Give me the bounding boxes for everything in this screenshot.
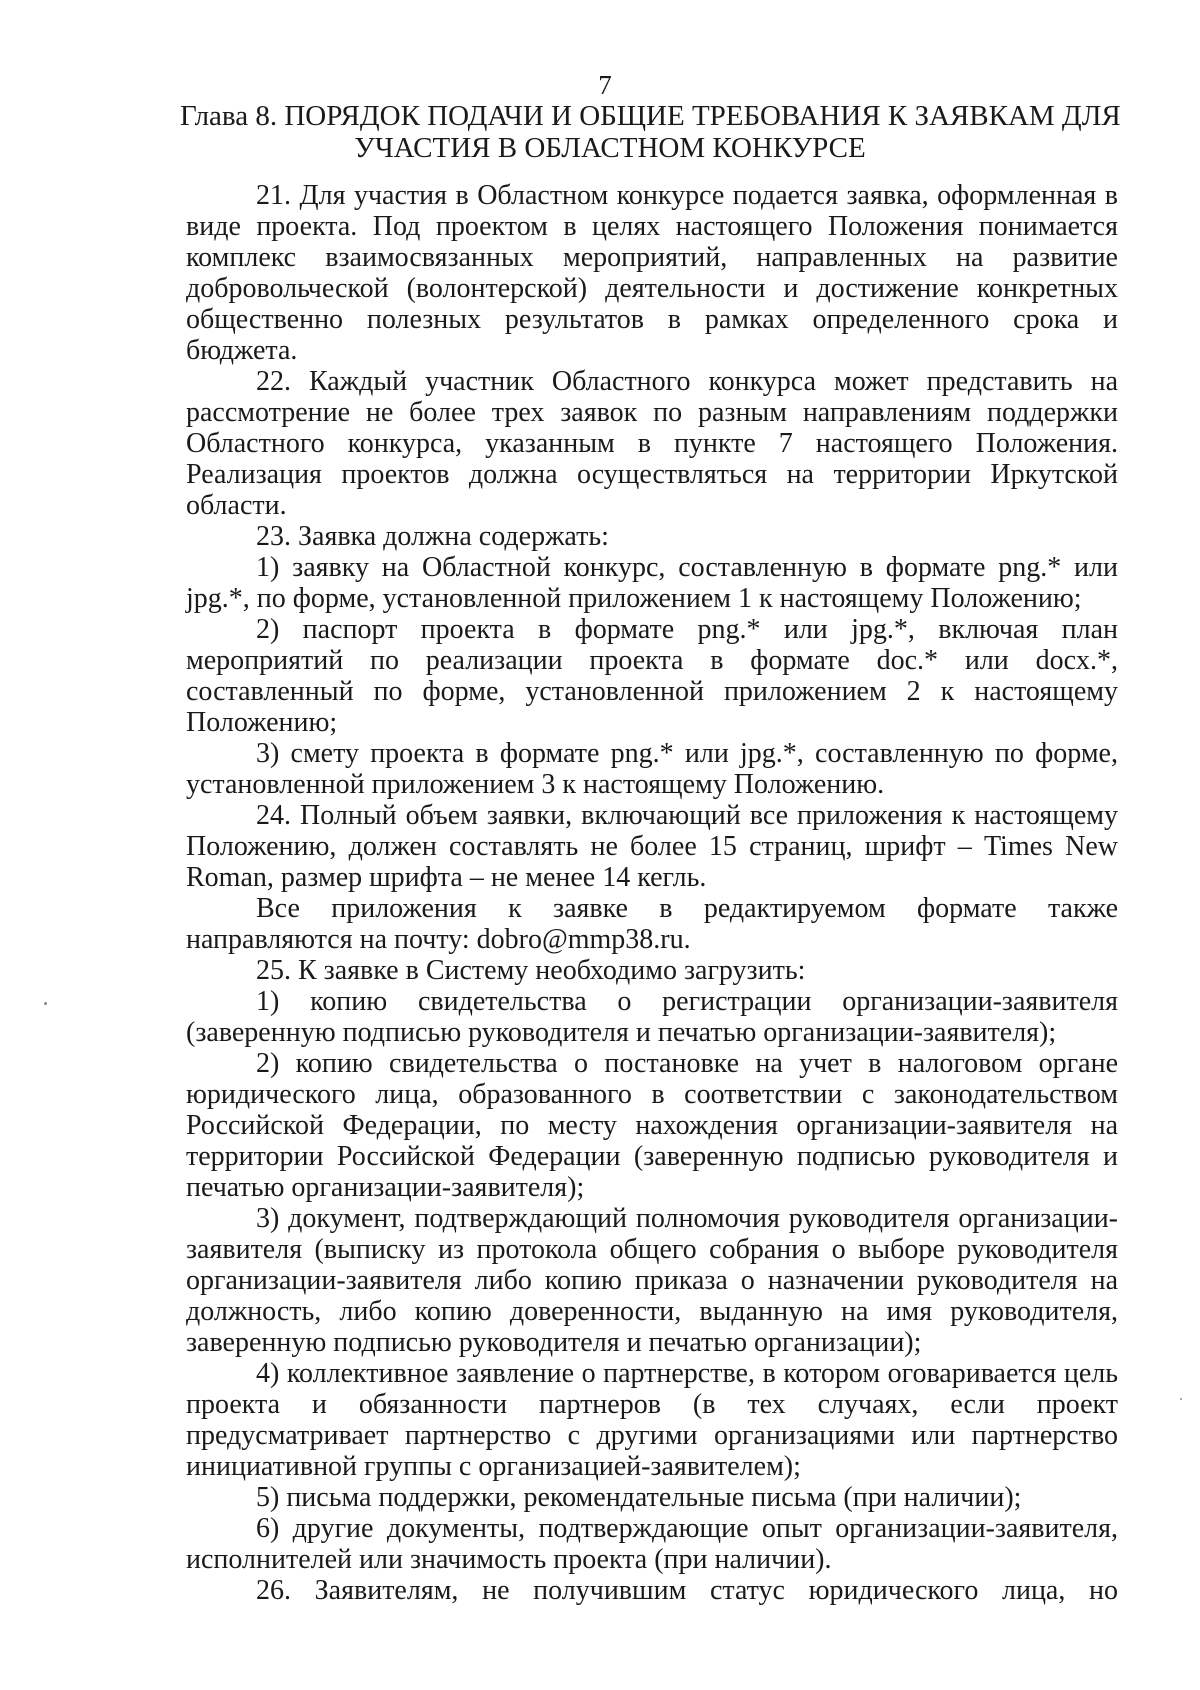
- document-body: [186, 180, 1118, 1606]
- paragraph-25-item-6: 6) другие документы, подтверждающие опыт организации-заявителя, исполнителей или значимость проекта (при наличии).: [186, 1513, 1118, 1575]
- scan-speck: [1180, 1398, 1182, 1400]
- paragraph-22: 22. Каждый участник Областного конкурса может представить на рассмотрение не более трех заявок по разным направлениям поддержки Областного конкурса, указанным в пункте 7 настоящего Положения. Реализация проектов должна осуществляться на территории Иркутской области.: [186, 366, 1118, 521]
- paragraph-25-item-4: 4) коллективное заявление о партнерстве, в котором оговаривается цель проекта и обязанности партнеров (в тех случаях, если проект предусматривает партнерство с другими организациями или партнерство инициативной группы с организацией-заявителем);: [186, 1358, 1118, 1482]
- chapter-heading-line-1: Глава 8. ПОРЯДОК ПОДАЧИ И ОБЩИЕ ТРЕБОВАНИЯ К ЗАЯВКАМ ДЛЯ: [180, 100, 1121, 132]
- chapter-heading: [180, 100, 1121, 164]
- paragraph-25-item-1: 1) копию свидетельства о регистрации организации-заявителя (заверенную подписью руководителя и печатью организации-заявителя);: [186, 986, 1118, 1048]
- paragraph-23-item-2: 2) паспорт проекта в формате png.* или jpg.*, включая план мероприятий по реализации проекта в формате doc.* или docx.*, составленный по форме, установленной приложением 2 к настоящему Положению;: [186, 614, 1118, 738]
- chapter-heading-line-2: УЧАСТИЯ В ОБЛАСТНОМ КОНКУРСЕ: [354, 132, 866, 164]
- paragraph-25-item-5: 5) письма поддержки, рекомендательные письма (при наличии);: [256, 1482, 1022, 1513]
- paragraph-23: 23. Заявка должна содержать:: [256, 521, 609, 552]
- scan-speck: [44, 1002, 47, 1005]
- paragraph-24: 24. Полный объем заявки, включающий все приложения к настоящему Положению, должен составлять не более 15 страниц, шрифт – Times New Roman, размер шрифта – не менее 14 кегль.: [186, 800, 1118, 893]
- paragraph-25-item-3: 3) документ, подтверждающий полномочия руководителя организации-заявителя (выписку из протокола общего собрания о выборе руководителя организации-заявителя либо копию приказа о назначении руководителя на должность, либо копию доверенности, выданную на имя руководителя, заверенную подписью руководителя и печатью организации);: [186, 1203, 1118, 1358]
- paragraph-24-email-note: Все приложения к заявке в редактируемом формате также направляются на почту: dobro@mmp38.ru.: [186, 893, 1118, 955]
- paragraph-21: 21. Для участия в Областном конкурсе подается заявка, оформленная в виде проекта. Под проектом в целях настоящего Положения понимается комплекс взаимосвязанных мероприятий, направленных на развитие добровольческой (волонтерской) деятельности и достижение конкретных общественно полезных результатов в рамках определенного срока и бюджета.: [186, 180, 1118, 366]
- paragraph-25: 25. К заявке в Систему необходимо загрузить:: [256, 955, 806, 986]
- paragraph-25-item-2: 2) копию свидетельства о постановке на учет в налоговом органе юридического лица, образованного в соответствии с законодательством Российской Федерации, по месту нахождения организации-заявителя на территории Российской Федерации (заверенную подписью руководителя и печатью организации-заявителя);: [186, 1048, 1118, 1203]
- paragraph-26: 26. Заявителям, не получившим статус юридического лица, но: [256, 1575, 1118, 1606]
- paragraph-23-item-3: 3) смету проекта в формате png.* или jpg.*, составленную по форме, установленной приложением 3 к настоящему Положению.: [186, 738, 1118, 800]
- paragraph-23-item-1: 1) заявку на Областной конкурс, составленную в формате png.* или jpg.*, по форме, установленной приложением 1 к настоящему Положению;: [186, 552, 1118, 614]
- page-number: 7: [598, 70, 612, 100]
